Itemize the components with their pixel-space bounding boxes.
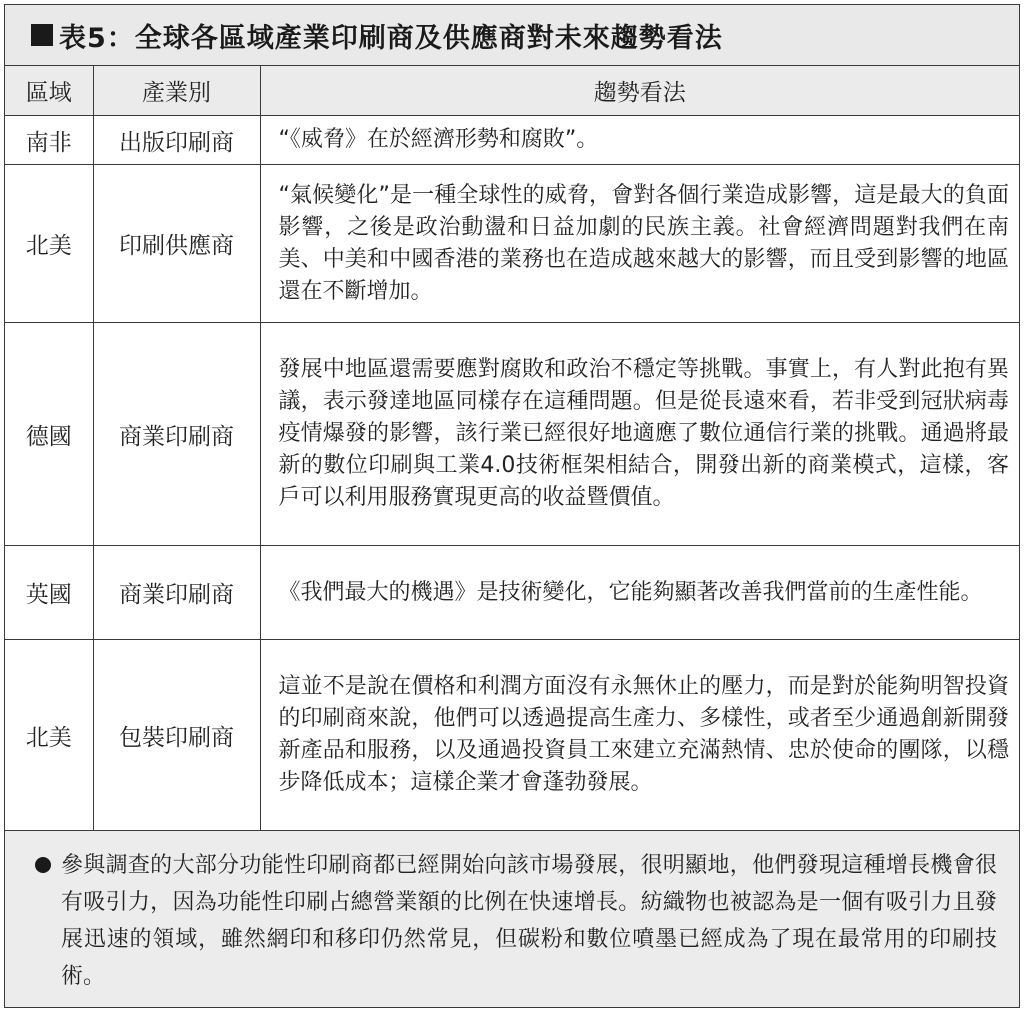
table-row [5, 640, 1019, 831]
industry-cell: 包裝印刷商 [93, 640, 260, 831]
region-cell: 英國 [5, 546, 93, 640]
opinion-cell: 這並不是說在價格和利潤方面沒有永無休止的壓力，而是對於能夠明智投資的印刷商來說，他們可以透過提高生產力、多樣性，或者至少通過創新開發新產品和服務，以及通過投資員工來建立充滿熱情、忠於使命的團隊，以穩步降低成本；這樣企業才會蓬勃發展。 [260, 640, 1019, 831]
footnote-text: 參與調查的大部分功能性印刷商都已經開始向該市場發展，很明顯地，他們發現這種增長機會很有吸引力，因為功能性印刷占總營業額的比例在快速增長。紡織物也被認為是一個有吸引力且發展迅速的領域，雖然網印和移印仍然常見，但碳粉和數位噴墨已經成為了現在最常用的印刷技術。 [61, 853, 997, 989]
trend-table [5, 65, 1019, 831]
table-title: 表5：全球各區域產業印刷商及供應商對未來趨勢看法 [59, 22, 723, 54]
opinion-cell: “氣候變化”是一種全球性的威脅，會對各個行業造成影響，這是最大的負面影響，之後是政治動盪和日益加劇的民族主義。社會經濟問題對我們在南美、中美和中國香港的業務也在造成越來越大的影響，而且受到影響的地區還在不斷增加。 [260, 165, 1019, 323]
industry-cell: 商業印刷商 [93, 323, 260, 546]
footnote [5, 831, 1019, 1007]
region-cell: 南非 [5, 116, 93, 165]
table-figure [4, 4, 1020, 1008]
table-row [5, 546, 1019, 640]
table-row [5, 116, 1019, 165]
industry-cell: 印刷供應商 [93, 165, 260, 323]
region-cell: 德國 [5, 323, 93, 546]
table-row [5, 165, 1019, 323]
header-row [5, 66, 1019, 116]
header-industry: 產業別 [93, 66, 260, 116]
industry-cell: 商業印刷商 [93, 546, 260, 640]
opinion-cell: “《威脅》在於經濟形勢和腐敗”。 [260, 116, 1019, 165]
region-cell: 北美 [5, 640, 93, 831]
opinion-cell: 發展中地區還需要應對腐敗和政治不穩定等挑戰。事實上，有人對此抱有異議，表示發達地區同樣存在這種問題。但是從長遠來看，若非受到冠狀病毒疫情爆發的影響，該行業已經很好地適應了數位通信行業的挑戰。通過將最新的數位印刷與工業4.0技術框架相結合，開發出新的商業模式，這樣，客戶可以利用服務實現更高的收益暨價值。 [260, 323, 1019, 546]
title-square-icon [31, 24, 53, 46]
table-row [5, 323, 1019, 546]
bullet-icon [35, 857, 51, 873]
header-opinion: 趨勢看法 [260, 66, 1019, 116]
title-bar [5, 5, 1019, 65]
header-region: 區域 [5, 66, 93, 116]
opinion-cell: 《我們最大的機遇》是技術變化，它能夠顯著改善我們當前的生產性能。 [260, 546, 1019, 640]
industry-cell: 出版印刷商 [93, 116, 260, 165]
region-cell: 北美 [5, 165, 93, 323]
